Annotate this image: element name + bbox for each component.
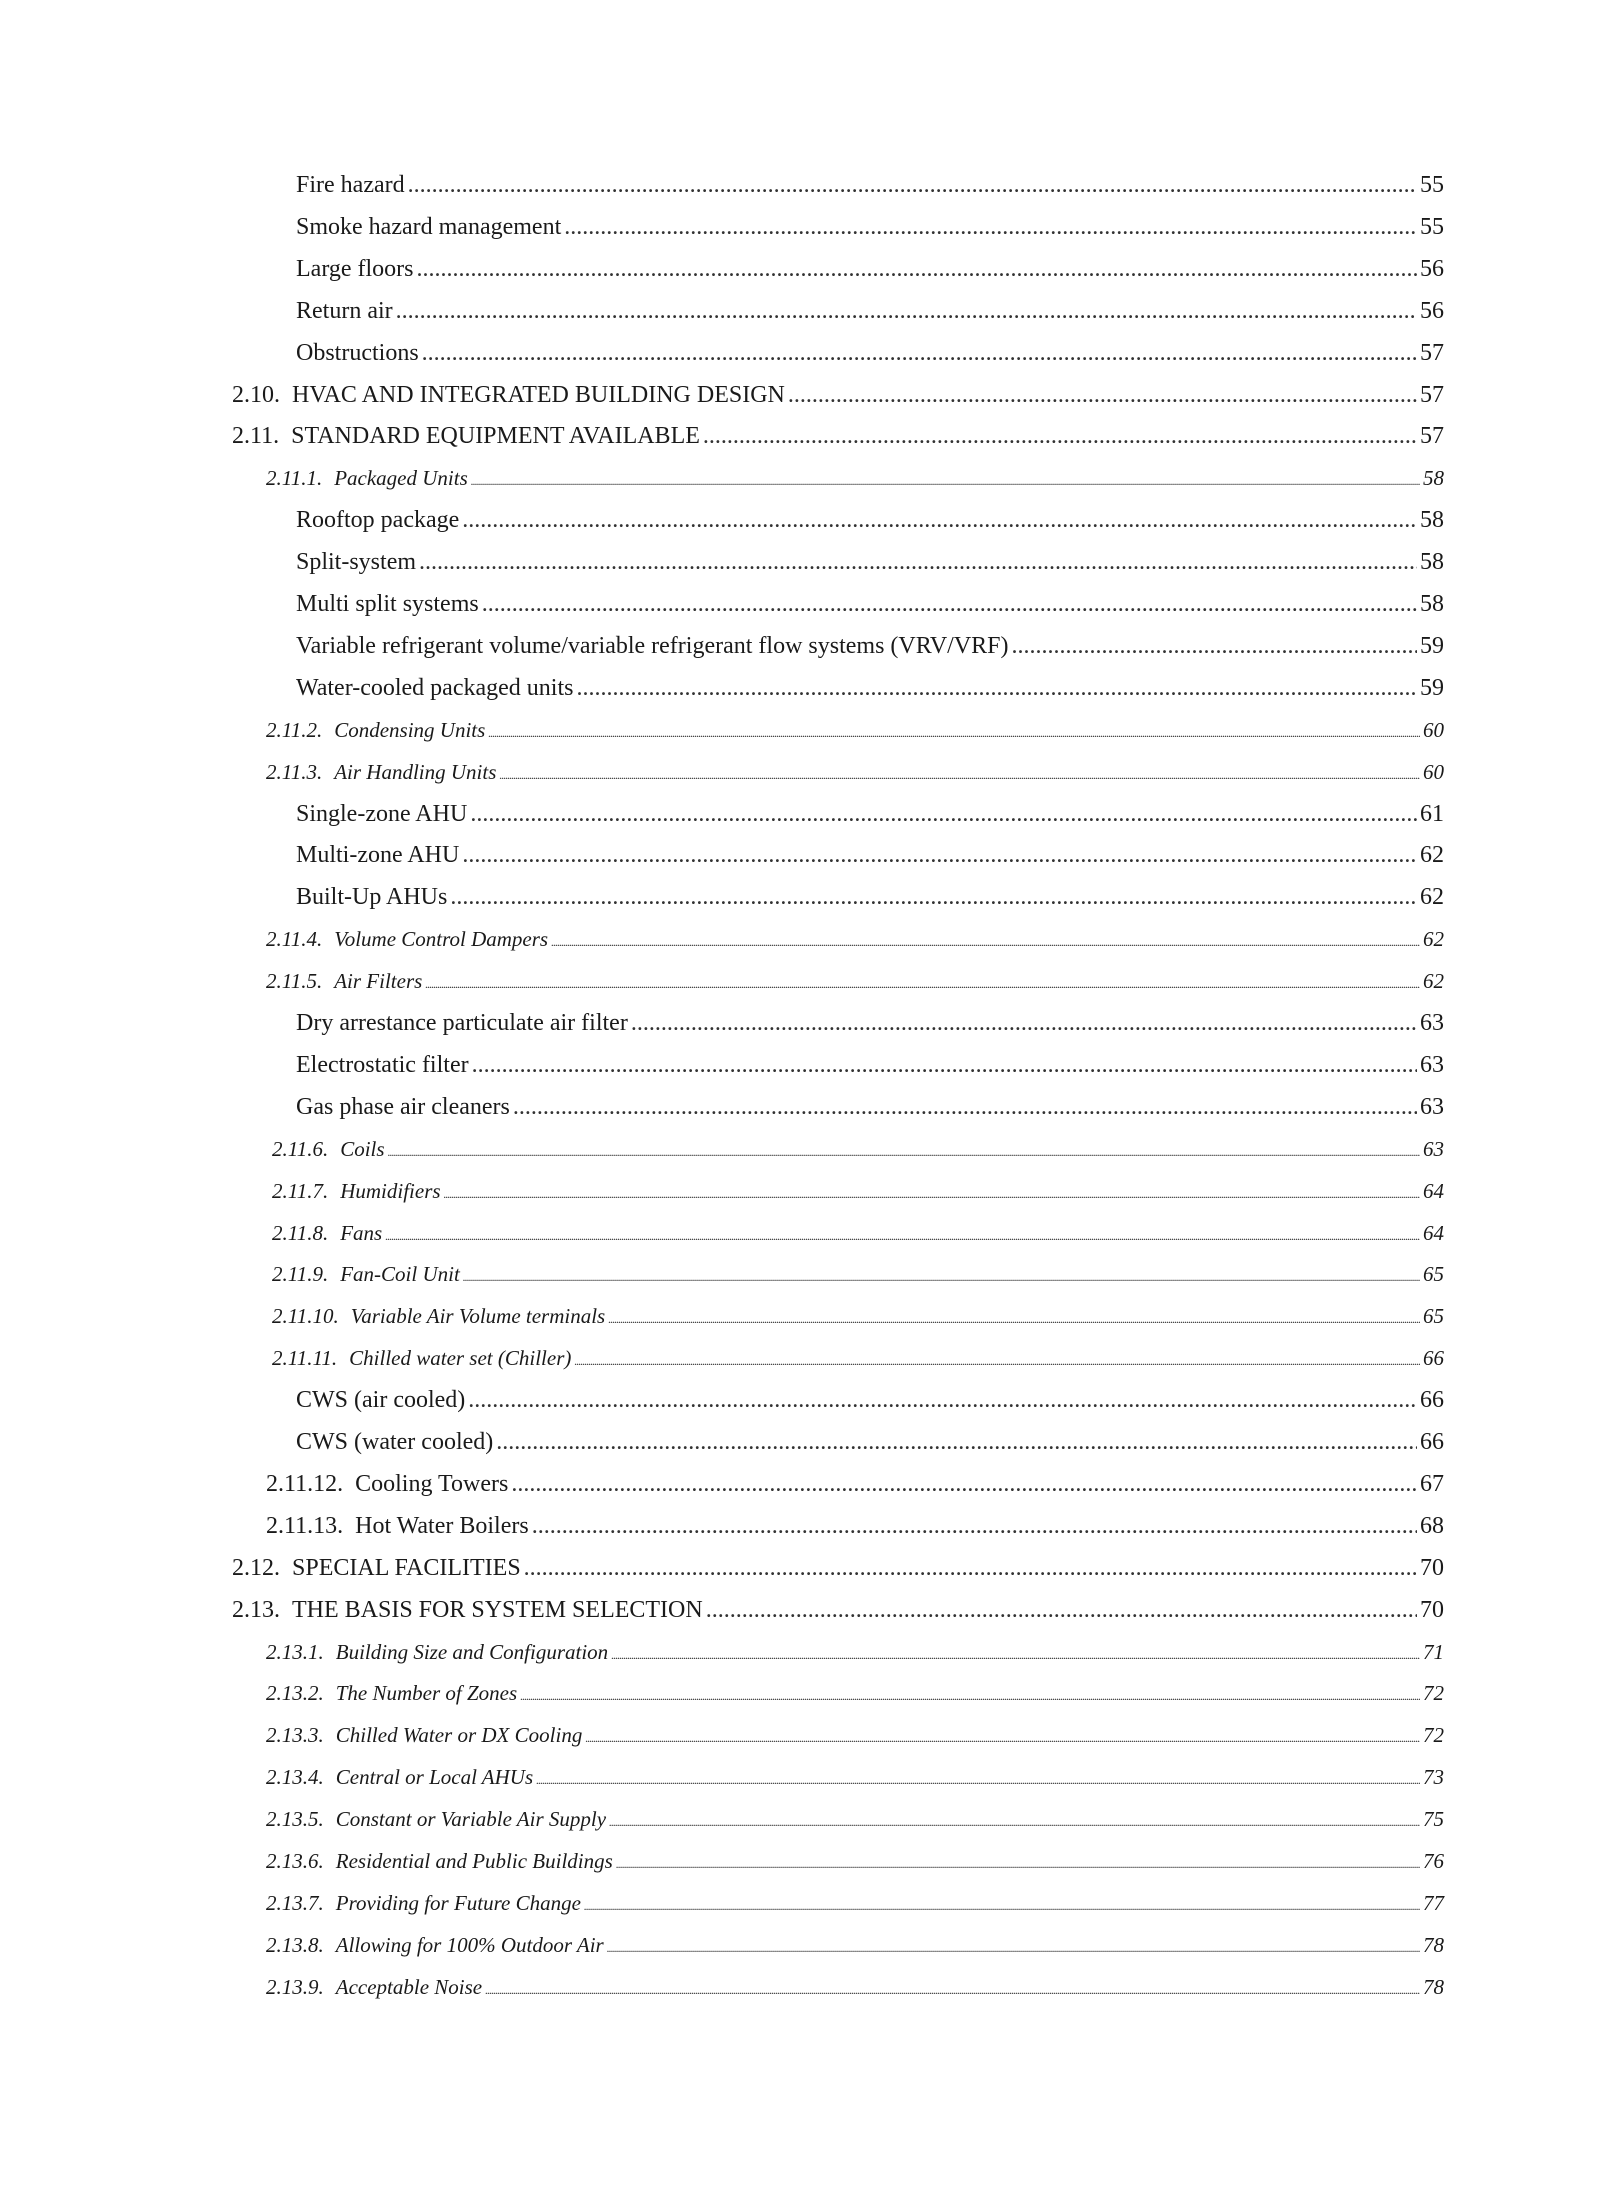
toc-entry-number: 2.11.13. bbox=[266, 1512, 344, 1539]
dot-leader bbox=[444, 1174, 1420, 1214]
toc-entry-title bbox=[272, 1213, 382, 1253]
toc-entry-label: Chilled water set (Chiller) bbox=[349, 1346, 572, 1371]
toc-entry-label: Constant or Variable Air Supply bbox=[335, 1807, 607, 1832]
toc-entry[interactable] bbox=[296, 1045, 1444, 1085]
toc-entry-label: Allowing for 100% Outdoor Air bbox=[335, 1932, 604, 1957]
toc-entry-page-number: 65 bbox=[1423, 1304, 1444, 1329]
toc-entry-title bbox=[272, 1254, 460, 1294]
dot-leader bbox=[419, 542, 1417, 582]
toc-entry-title bbox=[272, 1171, 441, 1211]
toc-entry-page-number: 57 bbox=[1420, 339, 1444, 366]
toc-entry[interactable] bbox=[272, 1213, 1444, 1253]
dot-leader bbox=[1012, 626, 1417, 666]
dot-leader bbox=[520, 1676, 1420, 1716]
dot-leader bbox=[788, 375, 1417, 415]
toc-entry-title bbox=[232, 1548, 521, 1588]
dot-leader bbox=[536, 1760, 1420, 1800]
toc-entry-page-number: 70 bbox=[1420, 1554, 1444, 1581]
toc-entry-number: 2.11.12. bbox=[266, 1470, 344, 1497]
dot-leader bbox=[499, 755, 1420, 795]
toc-entry-label: Return air bbox=[296, 297, 393, 324]
dot-leader bbox=[616, 1844, 1420, 1884]
toc-entry-title bbox=[272, 1296, 605, 1336]
toc-entry[interactable] bbox=[296, 626, 1444, 666]
dot-leader bbox=[470, 794, 1417, 834]
toc-entry-page-number: 73 bbox=[1423, 1765, 1444, 1790]
toc-entry-title bbox=[296, 291, 393, 331]
toc-entry[interactable] bbox=[266, 1799, 1444, 1839]
toc-entry-title bbox=[266, 919, 548, 959]
toc-entry-label: Smoke hazard management bbox=[296, 213, 562, 240]
toc-entry[interactable] bbox=[266, 1464, 1444, 1504]
toc-entry-label: Fire hazard bbox=[296, 172, 405, 198]
toc-entry-label: Chilled Water or DX Cooling bbox=[335, 1723, 583, 1748]
toc-entry-page-number: 65 bbox=[1423, 1262, 1444, 1287]
dot-leader bbox=[468, 1380, 1417, 1420]
dot-leader bbox=[524, 1548, 1417, 1588]
toc-entry-page-number: 58 bbox=[1423, 466, 1444, 491]
toc-entry-number: 2.13.2. bbox=[266, 1681, 324, 1706]
toc-entry-title bbox=[296, 668, 573, 708]
toc-entry[interactable] bbox=[272, 1296, 1444, 1336]
toc-entry-title bbox=[266, 1506, 529, 1546]
toc-entry-title bbox=[296, 333, 419, 373]
toc-entry-number: 2.11.4. bbox=[266, 927, 323, 952]
toc-entry-label: THE BASIS FOR SYSTEM SELECTION bbox=[292, 1596, 703, 1623]
toc-entry-number: 2.13.9. bbox=[266, 1974, 324, 1999]
toc-entry-page-number: 60 bbox=[1423, 759, 1444, 784]
toc-entry-label: Volume Control Dampers bbox=[334, 927, 549, 952]
toc-entry-title bbox=[266, 1799, 606, 1839]
toc-entry-page-number: 55 bbox=[1420, 213, 1444, 240]
toc-entry-label: Gas phase air cleaners bbox=[296, 1093, 510, 1120]
toc-entry[interactable] bbox=[272, 1338, 1444, 1378]
toc-entry-title bbox=[266, 1673, 517, 1713]
toc-entry-title bbox=[296, 835, 459, 875]
toc-entry-title bbox=[296, 1422, 493, 1462]
toc-entry-label: Electrostatic filter bbox=[296, 1051, 469, 1078]
toc-entry[interactable] bbox=[272, 1254, 1444, 1294]
dot-leader bbox=[462, 500, 1417, 540]
toc-entry[interactable] bbox=[266, 458, 1444, 498]
toc-entry-title bbox=[266, 961, 422, 1001]
toc-entry-page-number: 57 bbox=[1420, 423, 1444, 450]
toc-entry-label: Water-cooled packaged units bbox=[296, 674, 574, 701]
toc-entry-label: Building Size and Configuration bbox=[335, 1639, 609, 1664]
toc-entry-page-number: 62 bbox=[1420, 842, 1444, 869]
dot-leader bbox=[425, 964, 1420, 1004]
toc-entry-number: 2.11.2. bbox=[266, 717, 323, 742]
toc-entry[interactable] bbox=[296, 835, 1444, 875]
dot-leader bbox=[408, 165, 1417, 205]
toc-entry[interactable] bbox=[266, 752, 1444, 792]
toc-entry-number: 2.11.10. bbox=[272, 1304, 339, 1329]
toc-entry-label: Humidifiers bbox=[340, 1178, 441, 1203]
dot-leader bbox=[417, 249, 1417, 289]
toc-entry-title bbox=[296, 207, 561, 247]
toc-entry-page-number: 72 bbox=[1423, 1681, 1444, 1706]
dot-leader bbox=[485, 1970, 1420, 2010]
dot-leader bbox=[608, 1299, 1420, 1339]
dot-leader bbox=[574, 1341, 1420, 1381]
toc-entry[interactable] bbox=[296, 1087, 1444, 1127]
toc-entry-number: 2.13.8. bbox=[266, 1932, 324, 1957]
toc-entry-number: 2.11.9. bbox=[272, 1262, 329, 1287]
toc-entry[interactable] bbox=[266, 961, 1444, 1001]
toc-entry-page-number: 58 bbox=[1420, 507, 1444, 534]
dot-leader bbox=[385, 1216, 1420, 1256]
toc-entry-label: Variable refrigerant volume/variable refrigerant flow systems (VRV/VRF) bbox=[296, 632, 1009, 659]
toc-entry-number: 2.11.7. bbox=[272, 1178, 329, 1203]
toc-entry-label: Air Filters bbox=[334, 969, 423, 994]
toc-entry-label: Central or Local AHUs bbox=[335, 1765, 534, 1790]
dot-leader bbox=[703, 416, 1417, 456]
toc-entry-number: 2.13.5. bbox=[266, 1807, 324, 1832]
toc-entry-page-number: 67 bbox=[1420, 1470, 1444, 1497]
dot-leader bbox=[463, 1257, 1420, 1297]
toc-entry-title bbox=[296, 249, 414, 289]
toc-entry-page-number: 76 bbox=[1423, 1849, 1444, 1873]
toc-entry-page-number: 66 bbox=[1423, 1346, 1444, 1371]
toc-entry-number: 2.11.11. bbox=[272, 1346, 338, 1371]
toc-entry-label: Single-zone AHU bbox=[296, 800, 468, 827]
toc-entry[interactable] bbox=[296, 165, 1444, 205]
toc-entry[interactable] bbox=[266, 919, 1444, 959]
toc-entry[interactable] bbox=[296, 333, 1444, 373]
toc-entry-label: Fans bbox=[340, 1220, 383, 1245]
toc-entry-title bbox=[296, 584, 479, 624]
toc-entry[interactable] bbox=[232, 416, 1444, 456]
toc-entry-page-number: 78 bbox=[1423, 1932, 1444, 1957]
toc-entry-label: Large floors bbox=[296, 255, 414, 282]
toc-entry-label: HVAC AND INTEGRATED BUILDING DESIGN bbox=[292, 381, 785, 408]
toc-entry-page-number: 59 bbox=[1420, 632, 1444, 659]
toc-entry-title bbox=[266, 1715, 582, 1755]
toc-entry-page-number: 63 bbox=[1423, 1136, 1444, 1161]
toc-entry-number: 2.13.6. bbox=[266, 1849, 324, 1873]
dot-leader bbox=[532, 1506, 1417, 1546]
toc-entry[interactable] bbox=[266, 1632, 1444, 1672]
dot-leader bbox=[551, 922, 1420, 962]
toc-entry-page-number: 60 bbox=[1423, 717, 1444, 742]
toc-entry[interactable] bbox=[296, 500, 1444, 540]
toc-entry-page-number: 63 bbox=[1420, 1093, 1444, 1120]
toc-entry[interactable] bbox=[232, 375, 1444, 415]
toc-entry-number: 2.11. bbox=[232, 423, 280, 450]
toc-entry-label: STANDARD EQUIPMENT AVAILABLE bbox=[291, 423, 700, 450]
dot-leader bbox=[462, 835, 1417, 875]
toc-entry-label: Residential and Public Buildings bbox=[335, 1849, 613, 1873]
toc-entry-title bbox=[296, 500, 459, 540]
toc-entry-number: 2.11.8. bbox=[272, 1220, 329, 1245]
toc-entry-page-number: 66 bbox=[1420, 1429, 1444, 1455]
toc-entry-label: Hot Water Boilers bbox=[355, 1512, 529, 1539]
toc-entry[interactable] bbox=[296, 877, 1444, 917]
toc-entry-label: Multi-zone AHU bbox=[296, 842, 460, 869]
toc-entry-title bbox=[232, 1590, 703, 1630]
toc-entry-page-number: 70 bbox=[1420, 1596, 1444, 1623]
toc-entry-title bbox=[266, 1464, 508, 1504]
toc-entry[interactable] bbox=[272, 1129, 1444, 1169]
dot-leader bbox=[607, 1928, 1420, 1968]
dot-leader bbox=[611, 1635, 1420, 1675]
toc-entry-page-number: 58 bbox=[1420, 549, 1444, 576]
toc-entry[interactable] bbox=[232, 1590, 1444, 1630]
toc-entry[interactable] bbox=[296, 1380, 1444, 1420]
toc-entry-label: SPECIAL FACILITIES bbox=[292, 1554, 521, 1581]
toc-entry-label: Obstructions bbox=[296, 339, 419, 366]
toc-entry-page-number: 78 bbox=[1423, 1974, 1444, 1999]
toc-entry-label: Condensing Units bbox=[334, 717, 486, 742]
toc-entry-title bbox=[296, 1045, 469, 1085]
toc-entry[interactable] bbox=[266, 1506, 1444, 1546]
toc-entry[interactable] bbox=[266, 1673, 1444, 1713]
toc-entry[interactable] bbox=[266, 710, 1444, 750]
toc-entry-number: 2.11.3. bbox=[266, 759, 323, 784]
toc-entry-page-number: 62 bbox=[1420, 884, 1444, 911]
toc-entry-title bbox=[296, 877, 447, 917]
toc-entry[interactable] bbox=[296, 207, 1444, 247]
toc-entry-title bbox=[266, 1883, 581, 1923]
toc-entry-title bbox=[266, 1632, 608, 1672]
toc-entry-page-number: 55 bbox=[1420, 172, 1444, 198]
toc-entry-page-number: 56 bbox=[1420, 255, 1444, 282]
dot-leader bbox=[576, 668, 1417, 708]
toc-entry-page-number: 75 bbox=[1423, 1807, 1444, 1832]
toc-entry-number: 2.11.1. bbox=[266, 466, 323, 491]
toc-entry[interactable] bbox=[296, 542, 1444, 582]
toc-entry-label: Cooling Towers bbox=[355, 1470, 509, 1497]
toc-entry[interactable] bbox=[296, 584, 1444, 624]
toc-entry-label: Split-system bbox=[296, 549, 417, 576]
toc-entry-number: 2.13.1. bbox=[266, 1639, 324, 1664]
toc-entry-page-number: 63 bbox=[1420, 1010, 1444, 1036]
toc-entry-label: CWS (air cooled) bbox=[296, 1387, 466, 1414]
dot-leader bbox=[584, 1886, 1420, 1926]
toc-entry[interactable] bbox=[296, 1003, 1444, 1043]
toc-entry-label: Coils bbox=[340, 1136, 385, 1161]
toc-entry-page-number: 56 bbox=[1420, 297, 1444, 324]
toc-entry-page-number: 61 bbox=[1420, 800, 1444, 827]
toc-entry-number: 2.13.3. bbox=[266, 1723, 324, 1748]
toc-entry-label: Rooftop package bbox=[296, 507, 460, 534]
toc-entry-title bbox=[296, 626, 1009, 666]
toc-entry-page-number: 64 bbox=[1423, 1178, 1444, 1203]
toc-entry-title bbox=[232, 375, 785, 415]
toc-entry-page-number: 72 bbox=[1423, 1723, 1444, 1748]
toc-entry-page-number: 62 bbox=[1423, 969, 1444, 994]
toc-entry-number: 2.11.6. bbox=[272, 1136, 329, 1161]
dot-leader bbox=[422, 333, 1417, 373]
toc-entry[interactable] bbox=[266, 1841, 1444, 1881]
toc-entry-title bbox=[266, 710, 485, 750]
toc-entry-number: 2.12. bbox=[232, 1554, 280, 1581]
toc-entry-label: Dry arrestance particulate air filter bbox=[296, 1010, 628, 1036]
toc-entry[interactable] bbox=[266, 1925, 1444, 1965]
dot-leader bbox=[631, 1003, 1417, 1043]
toc-entry-title bbox=[296, 794, 467, 834]
toc-entry[interactable] bbox=[296, 291, 1444, 331]
dot-leader bbox=[396, 291, 1417, 331]
toc-entry-title bbox=[296, 542, 416, 582]
toc-entry-label: Packaged Units bbox=[334, 466, 468, 491]
toc-entry-number: 2.13. bbox=[232, 1596, 280, 1623]
toc-entry-label: Acceptable Noise bbox=[335, 1974, 483, 1999]
toc-entry-title bbox=[272, 1338, 571, 1378]
toc-entry-label: Air Handling Units bbox=[334, 759, 497, 784]
toc-entry-title bbox=[266, 458, 468, 498]
toc-entry-page-number: 64 bbox=[1423, 1220, 1444, 1245]
toc-entry-page-number: 71 bbox=[1423, 1639, 1444, 1664]
toc-entry[interactable] bbox=[266, 1757, 1444, 1797]
dot-leader bbox=[471, 461, 1420, 501]
toc-entry[interactable] bbox=[232, 1548, 1444, 1588]
toc-entry-title bbox=[232, 416, 700, 456]
toc-entry-page-number: 57 bbox=[1420, 381, 1444, 408]
toc-entry[interactable] bbox=[296, 249, 1444, 289]
dot-leader bbox=[496, 1422, 1417, 1462]
toc-entry-number: 2.10. bbox=[232, 381, 280, 408]
dot-leader bbox=[482, 584, 1417, 624]
toc-entry-page-number: 59 bbox=[1420, 674, 1444, 701]
toc-entry[interactable] bbox=[296, 668, 1444, 708]
dot-leader bbox=[511, 1464, 1417, 1504]
toc-entry-label: Providing for Future Change bbox=[335, 1890, 581, 1915]
toc-entry[interactable] bbox=[266, 1967, 1444, 2007]
toc-entry-page-number: 77 bbox=[1423, 1890, 1444, 1915]
toc-entry-number: 2.13.4. bbox=[266, 1765, 324, 1790]
toc-entry-label: CWS (water cooled) bbox=[296, 1429, 494, 1455]
toc-entry[interactable] bbox=[296, 1422, 1444, 1462]
toc-entry-title bbox=[266, 1757, 533, 1797]
toc-entry-number: 2.13.7. bbox=[266, 1890, 324, 1915]
toc-entry-title bbox=[272, 1129, 385, 1169]
dot-leader bbox=[450, 877, 1417, 917]
toc-entry-title bbox=[266, 1841, 613, 1881]
dot-leader bbox=[564, 207, 1417, 247]
toc-entry-title bbox=[296, 1003, 628, 1043]
toc-entry-title bbox=[266, 752, 496, 792]
dot-leader bbox=[513, 1087, 1417, 1127]
toc-entry-label: Multi split systems bbox=[296, 591, 479, 617]
toc-entry-page-number: 62 bbox=[1423, 927, 1444, 952]
toc-entry-title bbox=[266, 1925, 604, 1965]
toc-entry[interactable] bbox=[272, 1171, 1444, 1211]
toc-entry-label: Fan-Coil Unit bbox=[340, 1262, 460, 1287]
toc-entry-label: Variable Air Volume terminals bbox=[350, 1304, 606, 1329]
toc-entry[interactable] bbox=[296, 794, 1444, 834]
dot-leader bbox=[706, 1590, 1417, 1630]
dot-leader bbox=[488, 713, 1420, 753]
toc-entry-number: 2.11.5. bbox=[266, 969, 323, 994]
toc-entry-title bbox=[266, 1967, 482, 2007]
toc-entry[interactable] bbox=[266, 1715, 1444, 1755]
dot-leader bbox=[609, 1802, 1420, 1842]
toc-entry-title bbox=[296, 1087, 510, 1127]
toc-entry-page-number: 63 bbox=[1420, 1051, 1444, 1078]
toc-entry-title bbox=[296, 165, 405, 205]
toc-entry-page-number: 66 bbox=[1420, 1387, 1444, 1414]
dot-leader bbox=[388, 1132, 1420, 1172]
dot-leader bbox=[472, 1045, 1417, 1085]
toc-entry-label: The Number of Zones bbox=[335, 1681, 518, 1706]
toc-entry-label: Built-Up AHUs bbox=[296, 884, 448, 911]
toc-entry-page-number: 68 bbox=[1420, 1512, 1444, 1539]
toc-entry[interactable] bbox=[266, 1883, 1444, 1923]
toc-entry-page-number: 58 bbox=[1420, 591, 1444, 617]
toc-entry-title bbox=[296, 1380, 465, 1420]
dot-leader bbox=[585, 1718, 1420, 1758]
